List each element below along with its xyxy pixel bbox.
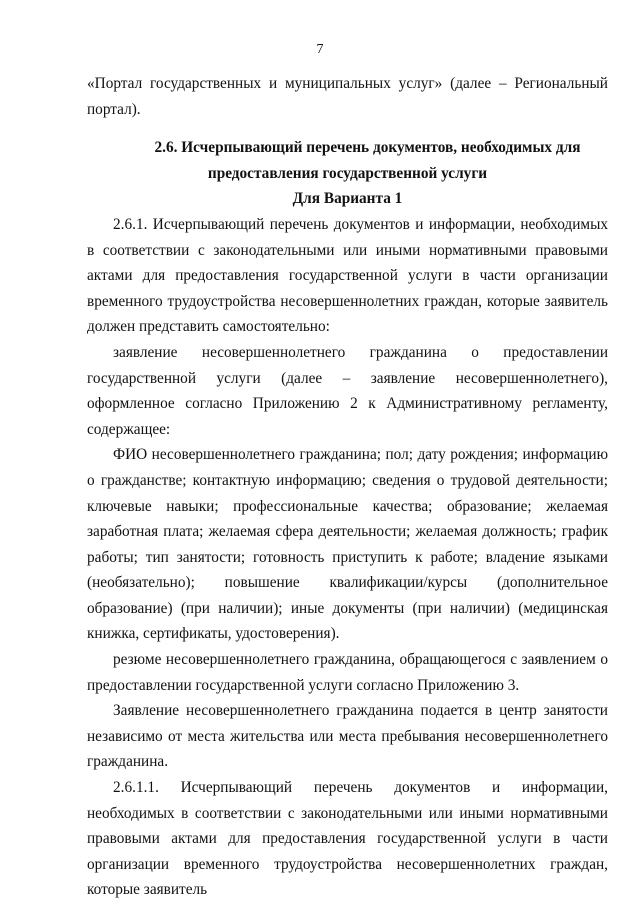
page-number: 7 [316, 42, 324, 57]
paragraph-submission: Заявление несовершеннолетнего гражданина подается в центр занятости независимо от места жительства или места пребывания несовершеннолетнего гражданина. [87, 702, 608, 771]
paragraph-2-6-1-1: 2.6.1.1. Исчерпывающий перечень документов и информации, необходимых в соответствии с законодательными или иными нормативными правовыми актами для предоставления государственной услуги в части организации временного трудоустройства несовершеннолетних граждан, которые заявитель [87, 779, 608, 899]
paragraph-application-contents: ФИО несовершеннолетнего гражданина; пол; дату рождения; информацию о гражданстве; контактную информацию; сведения о трудовой деятельности; ключевые навыки; профессиональные качества; образование; желаемая заработная плата; желаемая сфера деятельности; желаемая должность; график работы; тип занятости; готовность приступить к работе; владение языками (необязательно); повышение квалификации/курсы (дополнительное образование) (при наличии); иные документы (при наличии) (медицинская книжка, сертификаты, удостоверения). [87, 446, 608, 643]
section-subheading: Для Варианта 1 [292, 190, 403, 208]
paragraph-resume: резюме несовершеннолетнего гражданина, обращающегося с заявлением о предоставлении государственной услуги согласно Приложению 3. [87, 651, 608, 694]
document-body [87, 71, 608, 903]
section-heading-line-1: 2.6. Исчерпывающий перечень документов, необходимых для [154, 139, 581, 157]
section-heading-title [87, 135, 608, 186]
section-heading-line-2: предоставления государственной услуги [207, 164, 488, 182]
intro-paragraph: «Портал государственных и муниципальных услуг» (далее – Региональный портал). [87, 75, 608, 118]
section-heading [87, 135, 608, 212]
paragraph-2-6-1: 2.6.1. Исчерпывающий перечень документов и информации, необходимых в соответствии с законодательными или иными нормативными правовыми актами для предоставления государственной услуги в части организации временного трудоустройства несовершеннолетних граждан, которые заявитель должен представить самостоятельно: [87, 215, 608, 336]
paragraph-application: заявление несовершеннолетнего гражданина о предоставлении государственной услуги (далее – заявление несовершеннолетнего), оформленное согласно Приложению 2 к Административному регламенту, содержащее: [87, 343, 608, 438]
